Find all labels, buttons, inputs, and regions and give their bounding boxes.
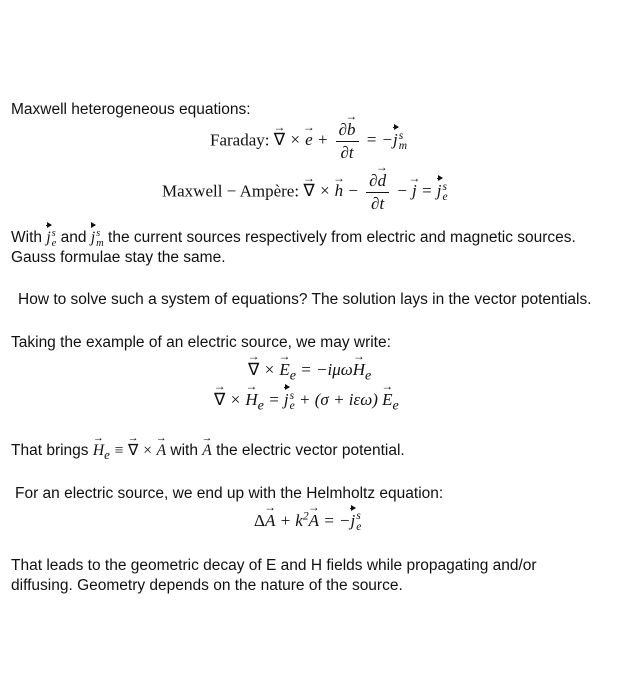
ampere-equation: Maxwell − Ampère: → ∇ × → h − $\frac{\partial\to d}{\partial t}$ − → j = j s e: [162, 171, 448, 214]
helmholtz-equation: $\Delta\to A + k^2\to A = -j$ s e: [254, 509, 361, 532]
electric-intro: Taking the example of an electric source, we may write:: [11, 334, 391, 351]
curl-h-equation: → ∇ × → $H_e = j$ s e + $(\sigma + i\varepsilon\omega) \to E_e$: [214, 390, 399, 414]
je-symbol: j s e: [46, 228, 57, 249]
he-definition: → $H_e$ ≡ → ∇ × → A: [93, 442, 166, 459]
sources-paragraph: With j s e and j s m the current sources respectively from electric and magnetic sources.: [11, 228, 576, 249]
faraday-equation: Faraday: → ∇ × → e + $\frac{\partial\to b}{\partial t}$ = −j s m: [210, 120, 407, 163]
conclusion-line-2: diffusing. Geometry depends on the nature of the source.: [11, 577, 403, 594]
jm-symbol: j s m: [90, 228, 104, 249]
gauss-line: Gauss formulae stay the same.: [11, 249, 226, 266]
dd-dt-fraction: $\frac{\partial\to d}{\partial t}$: [366, 171, 389, 214]
brings-paragraph: That brings → $H_e$ ≡ → ∇ × → A with → A the electric vector potential.: [11, 441, 405, 465]
conclusion-line-1: That leads to the geometric decay of E and H fields while propagating and/or: [11, 557, 537, 574]
a-symbol: → A: [202, 442, 211, 459]
db-dt-fraction: $\frac{\partial\to b}{\partial t}$: [336, 120, 359, 163]
helmholtz-intro: For an electric source, we end up with the Helmholtz equation:: [15, 485, 444, 502]
faraday-label: Faraday:: [210, 130, 270, 150]
question-line: How to solve such a system of equations? The solution lays in the vector potentials.: [18, 291, 592, 308]
curl-e-equation: → ∇ × → $E_e = -i\mu\omega\to H_e$: [248, 360, 371, 384]
heading: Maxwell heterogeneous equations:: [11, 101, 251, 118]
ampere-label: Maxwell − Ampère:: [162, 181, 300, 201]
